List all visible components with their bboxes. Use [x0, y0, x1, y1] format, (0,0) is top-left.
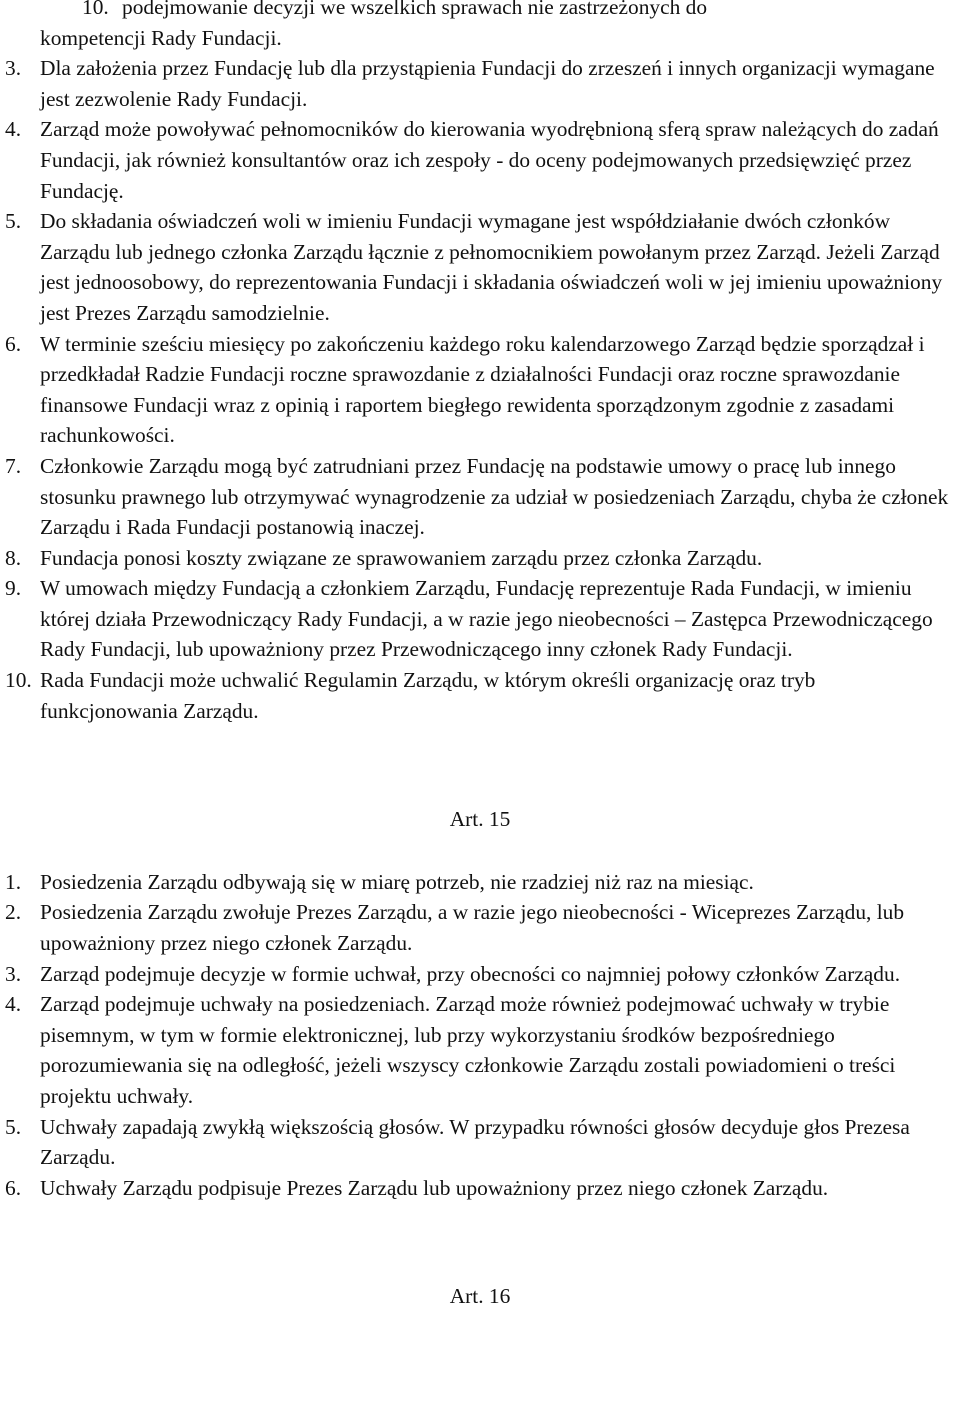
article-heading-16: Art. 16: [449, 1284, 511, 1309]
item-text: Uchwały Zarządu podpisuje Prezes Zarządu lub upoważniony przez niego członek Zarządu.: [40, 1175, 829, 1200]
list-item: [0, 573, 960, 665]
item-text: podejmowanie decyzji we wszelkich sprawach nie zastrzeżonych do: [122, 0, 708, 19]
item-text: Zarząd może powoływać pełnomocników do kierowania wyodrębnioną sferą spraw należących do zadań Fundacji, jak również konsultantów oraz ich zespoły - do oceny podejmowanych przedsięwzięć przez Fundację.: [40, 117, 939, 203]
item-text: Fundacja ponosi koszty związane ze sprawowaniem zarządu przez członka Zarządu.: [40, 545, 763, 570]
item-number: 3.: [5, 56, 22, 81]
item-number: 5.: [5, 209, 22, 234]
item-number: 2.: [5, 900, 22, 925]
item-number: 5.: [5, 1114, 22, 1139]
item-number: 6.: [5, 331, 22, 356]
list-item: [0, 53, 960, 114]
list-item: [0, 989, 960, 1111]
list-item: [0, 0, 960, 53]
list-item: [0, 897, 960, 958]
item-text: Posiedzenia Zarządu odbywają się w miarę potrzeb, nie rzadziej niż raz na miesiąc.: [40, 869, 754, 894]
item-text: W terminie sześciu miesięcy po zakończeniu każdego roku kalendarzowego Zarząd będzie sporządzał i przedkładał Radzie Fundacji roczne sprawozdanie z działalności Fundacji oraz roczne sprawozdanie finansowe Fundacji wraz z opinią i raportem biegłego rewidenta sporządzonym zgodnie z zasadami rachunkowości.: [40, 331, 925, 448]
item-text: Członkowie Zarządu mogą być zatrudniani przez Fundację na podstawie umowy o pracę lub innego stosunku prawnego lub otrzymywać wynagrodzenie za udział w posiedzeniach Zarządu, chyba że członek Zarządu i Rada Fundacji postanowią inaczej.: [40, 453, 949, 540]
list-item: [0, 451, 960, 543]
item-number: 7.: [5, 453, 22, 478]
item-number: 6.: [5, 1175, 22, 1200]
item-text-continuation: kompetencji Rady Fundacji.: [40, 25, 282, 50]
item-number: 8.: [5, 545, 22, 570]
item-text: Zarząd podejmuje uchwały na posiedzeniach. Zarząd może również podejmować uchwały w trybie pisemnym, w tym w formie elektronicznej, lub przy wykorzystaniu środków bezpośredniego porozumiewania się na odległość, jeżeli wszyscy członkowie Zarządu zostali powiadomieni o treści projektu uchwały.: [40, 992, 896, 1108]
list-item: [0, 206, 960, 328]
list-item: [0, 665, 960, 726]
list-item: [0, 959, 960, 990]
list-item: [0, 1173, 960, 1204]
item-number: 9.: [5, 576, 22, 601]
item-text: W umowach między Fundacją a członkiem Zarządu, Fundację reprezentuje Rada Fundacji, w imieniu której działa Przewodniczący Rady Fundacji, a w razie jego nieobecności – Zastępca Przewodniczącego Rady Fundacji, lub upoważniony przez Przewodniczącego inny członek Rady Fundacji.: [40, 576, 933, 662]
list-item: [0, 329, 960, 451]
item-text: Posiedzenia Zarządu zwołuje Prezes Zarządu, a w razie jego nieobecności - Wiceprezes Zarządu, lub upoważniony przez niego członek Zarządu.: [40, 900, 905, 956]
list-item: [0, 114, 960, 206]
item-text: Zarząd podejmuje decyzje w formie uchwał, przy obecności co najmniej połowy członków Zarządu.: [40, 961, 901, 986]
list-item: [0, 1112, 960, 1173]
article-heading-15: Art. 15: [449, 807, 511, 832]
item-text: Do składania oświadczeń woli w imieniu Fundacji wymagane jest współdziałanie dwóch członków Zarządu lub jednego członka Zarządu łącznie z pełnomocnikiem powołanym przez Zarząd. Jeżeli Zarząd jest jednoosobowy, do reprezentowania Fundacji i składania oświadczeń woli w jej imieniu upoważniony jest Prezes Zarządu samodzielnie.: [40, 209, 943, 325]
item-number: 4.: [5, 992, 22, 1017]
item-number: 3.: [5, 961, 22, 986]
item-number: 10.: [5, 668, 32, 693]
art15-list: [0, 867, 960, 1204]
item-number: 1.: [5, 869, 22, 894]
item-text: Rada Fundacji może uchwalić Regulamin Zarządu, w którym określi organizację oraz tryb funkcjonowania Zarządu.: [40, 668, 816, 723]
item-text: Uchwały zapadają zwykłą większością głosów. W przypadku równości głosów decyduje głos Prezesa Zarządu.: [40, 1114, 910, 1170]
item-text: Dla założenia przez Fundację lub dla przystąpienia Fundacji do zrzeszeń i innych organizacji wymagane jest zezwolenie Rady Fundacji.: [40, 56, 935, 111]
item-number: 10.: [82, 0, 109, 19]
item-number: 4.: [5, 117, 22, 142]
list-item: [0, 867, 960, 898]
list-item: [0, 543, 960, 574]
